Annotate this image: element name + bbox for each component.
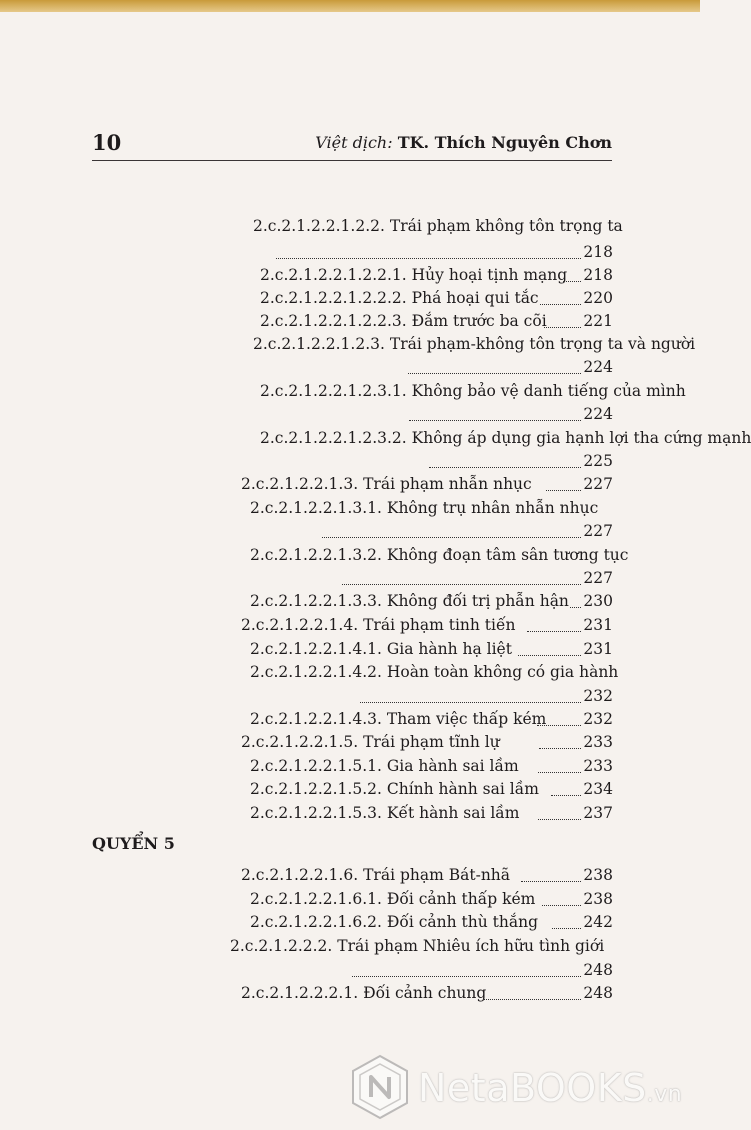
toc-entry-page: 224: [583, 405, 613, 423]
toc-entry-title: Tham việc thấp kém: [386, 710, 547, 728]
toc-entry-title: Không trụ nhân nhẫn nhục: [386, 499, 599, 517]
toc-entry-title: Kết hành sai lầm: [386, 804, 520, 822]
dot-leader: [546, 490, 581, 491]
toc-entry-page: 248: [583, 961, 613, 979]
toc-entry-code: 2.c.2.1.2.2.1.2.3.2.: [260, 429, 407, 447]
toc-entry-code: 2.c.2.1.2.2.1.2.2.: [253, 217, 385, 235]
toc-entry: [260, 264, 613, 287]
dot-leader: [563, 281, 581, 282]
page-number: 10: [92, 130, 122, 155]
toc-entry-code: 2.c.2.1.2.2.1.3.3.: [250, 592, 382, 610]
toc-entry-page: 224: [583, 358, 613, 376]
toc-entry-title: Không bảo vệ danh tiếng của mình: [411, 382, 686, 400]
dot-leader: [542, 905, 581, 906]
toc-entry-title: Chính hành sai lầm: [386, 780, 539, 798]
toc-entry-continuation: [274, 403, 613, 426]
dot-leader: [342, 584, 581, 585]
toc-entry-title: Trái phạm tinh tiến: [363, 616, 516, 634]
toc-entry: [250, 708, 613, 731]
toc-entry: [253, 215, 623, 238]
toc-entry-page: 232: [583, 687, 613, 705]
toc-entry-title: Trái phạm không tôn trọng ta: [389, 217, 623, 235]
toc-entry-code: 2.c.2.1.2.2.1.2.3.1.: [260, 382, 407, 400]
toc-entry-title: Trái phạm Bát-nhã: [363, 866, 511, 884]
toc-entry-page: 234: [583, 780, 613, 798]
toc-entry-code: 2.c.2.1.2.2.1.2.2.3.: [260, 312, 407, 330]
toc-entry-page: 221: [583, 312, 613, 330]
toc-entry: [260, 310, 613, 333]
toc-entry-page: 248: [583, 984, 613, 1002]
toc-entry-code: 2.c.2.1.2.2.1.4.3.: [250, 710, 382, 728]
dot-leader: [552, 928, 581, 929]
toc-entry-code: 2.c.2.1.2.2.1.5.3.: [250, 804, 382, 822]
dot-leader: [322, 537, 581, 538]
toc-entry-page: 233: [583, 757, 613, 775]
dot-leader: [539, 748, 581, 749]
toc-entry-code: 2.c.2.1.2.2.1.2.2.2.: [260, 289, 407, 307]
dot-leader: [537, 725, 581, 726]
toc-entry-title: Đối cảnh thấp kém: [386, 890, 536, 908]
toc-entry-code: 2.c.2.1.2.2.2.: [230, 937, 333, 955]
toc-entry: [241, 473, 613, 496]
toc-entry-page: 238: [583, 866, 613, 884]
toc-entry-continuation: [274, 685, 613, 708]
dot-leader: [352, 976, 581, 977]
toc-entry-continuation: [276, 241, 613, 264]
dot-leader: [538, 819, 581, 820]
toc-entry-title: Đối cảnh thù thắng: [386, 913, 539, 931]
section-heading: QUYỂN 5: [92, 834, 175, 853]
toc-entry-code: 2.c.2.1.2.2.1.6.1.: [250, 890, 382, 908]
toc-entry-code: 2.c.2.1.2.2.1.3.1.: [250, 499, 382, 517]
toc-entry-continuation: [266, 520, 613, 543]
toc-entry-title: Trái phạm nhẫn nhục: [363, 475, 532, 493]
watermark-text: [418, 1066, 682, 1110]
toc-entry: [230, 935, 613, 958]
toc-entry-code: 2.c.2.1.2.2.2.1.: [241, 984, 359, 1002]
dot-leader: [518, 655, 581, 656]
dot-leader: [540, 304, 581, 305]
toc-entry: [250, 888, 613, 911]
toc-entry: [250, 911, 613, 934]
toc-entry-page: 237: [583, 804, 613, 822]
dot-leader: [409, 420, 581, 421]
toc-entry-page: 242: [583, 913, 613, 931]
toc-entry-code: 2.c.2.1.2.2.1.3.: [241, 475, 359, 493]
toc-entry-page: 227: [583, 475, 613, 493]
dot-leader: [570, 607, 581, 608]
toc-entry-code: 2.c.2.1.2.2.1.6.: [241, 866, 359, 884]
toc-entry-continuation: [280, 959, 613, 982]
toc-entry-page: 218: [583, 243, 613, 261]
toc-entry: [260, 380, 686, 403]
toc-entry: [250, 778, 613, 801]
dot-leader: [360, 702, 581, 703]
toc-entry: [250, 802, 613, 825]
toc-entry-code: 2.c.2.1.2.2.1.4.2.: [250, 663, 382, 681]
toc-entry-code: 2.c.2.1.2.2.1.5.1.: [250, 757, 382, 775]
toc-entry-title: Phá hoại qui tắc: [411, 289, 539, 307]
dot-leader: [408, 373, 581, 374]
toc-entry-title: Hủy hoại tịnh mạng: [411, 266, 568, 284]
toc-entry-page: 238: [583, 890, 613, 908]
dot-leader: [483, 999, 581, 1000]
toc-entry-continuation: [276, 567, 613, 590]
toc-entry: [250, 755, 613, 778]
translator-role: Việt dịch:: [315, 133, 393, 152]
toc-entry-code: 2.c.2.1.2.2.1.3.2.: [250, 546, 382, 564]
toc-entry-page: 231: [583, 640, 613, 658]
toc-entry-page: 227: [583, 569, 613, 587]
toc-entry: [241, 614, 613, 637]
toc-entry-page: 231: [583, 616, 613, 634]
toc-entry-title: Không đoạn tâm sân tương tục: [386, 546, 629, 564]
toc-entry: [250, 661, 619, 684]
toc-entry-page: 220: [583, 289, 613, 307]
toc-entry: [241, 864, 613, 887]
toc-entry-page: 230: [583, 592, 613, 610]
dot-leader: [538, 772, 581, 773]
toc-entry-title: Đắm trước ba cõi: [411, 312, 547, 330]
toc-entry: [253, 333, 696, 356]
watermark-suffix: .vn: [646, 1082, 683, 1107]
toc-entry: [241, 731, 613, 754]
toc-entry-title: Trái phạm Nhiêu ích hữu tình giới: [337, 937, 605, 955]
translator-name: TK. Thích Nguyên Chơn: [397, 133, 612, 152]
toc-entry-title: Đối cảnh chung: [363, 984, 487, 1002]
toc-entry-title: Gia hành hạ liệt: [386, 640, 512, 658]
toc-entry-page: 227: [583, 522, 613, 540]
dot-leader: [527, 631, 581, 632]
toc-entry-continuation: [268, 356, 613, 379]
dot-leader: [521, 881, 581, 882]
dot-leader: [551, 795, 581, 796]
toc-entry-code: 2.c.2.1.2.2.1.2.3.: [253, 335, 385, 353]
toc-entry-code: 2.c.2.1.2.2.1.2.2.1.: [260, 266, 407, 284]
toc-entry: [250, 638, 613, 661]
toc-entry-code: 2.c.2.1.2.2.1.5.2.: [250, 780, 382, 798]
toc-entry-title: Trái phạm tĩnh lự: [363, 733, 500, 751]
toc-entry-page: 233: [583, 733, 613, 751]
toc-entry-page: 232: [583, 710, 613, 728]
toc-entry: [250, 590, 613, 613]
toc-entry: [250, 544, 629, 567]
toc-entry-code: 2.c.2.1.2.2.1.4.1.: [250, 640, 382, 658]
dot-leader: [429, 467, 581, 468]
toc-entry-code: 2.c.2.1.2.2.1.6.2.: [250, 913, 382, 931]
toc-entry-code: 2.c.2.1.2.2.1.4.: [241, 616, 359, 634]
toc-entry-title: Hoàn toàn không có gia hành: [386, 663, 619, 681]
toc-entry-page: 218: [583, 266, 613, 284]
toc-entry-continuation: [274, 450, 613, 473]
dot-leader: [276, 258, 581, 259]
watermark: [350, 1052, 695, 1122]
toc-entry-page: 225: [583, 452, 613, 470]
toc-entry-title: Không đối trị phẫn hận: [386, 592, 569, 610]
dot-leader: [544, 327, 581, 328]
toc-entry-title: Gia hành sai lầm: [386, 757, 519, 775]
toc-entry-title: Trái phạm-không tôn trọng ta và người: [389, 335, 696, 353]
watermark-brand: NetaBOOKS: [418, 1066, 647, 1110]
toc-entry: [250, 497, 613, 520]
toc-entry: [260, 427, 751, 450]
netabooks-logo-icon: [350, 1054, 410, 1120]
toc-entry-title: Không áp dụng gia hạnh lợi tha cứng mạnh: [411, 429, 751, 447]
toc-entry: [260, 287, 613, 310]
toc-entry: [241, 982, 613, 1005]
toc-entry-code: 2.c.2.1.2.2.1.5.: [241, 733, 359, 751]
